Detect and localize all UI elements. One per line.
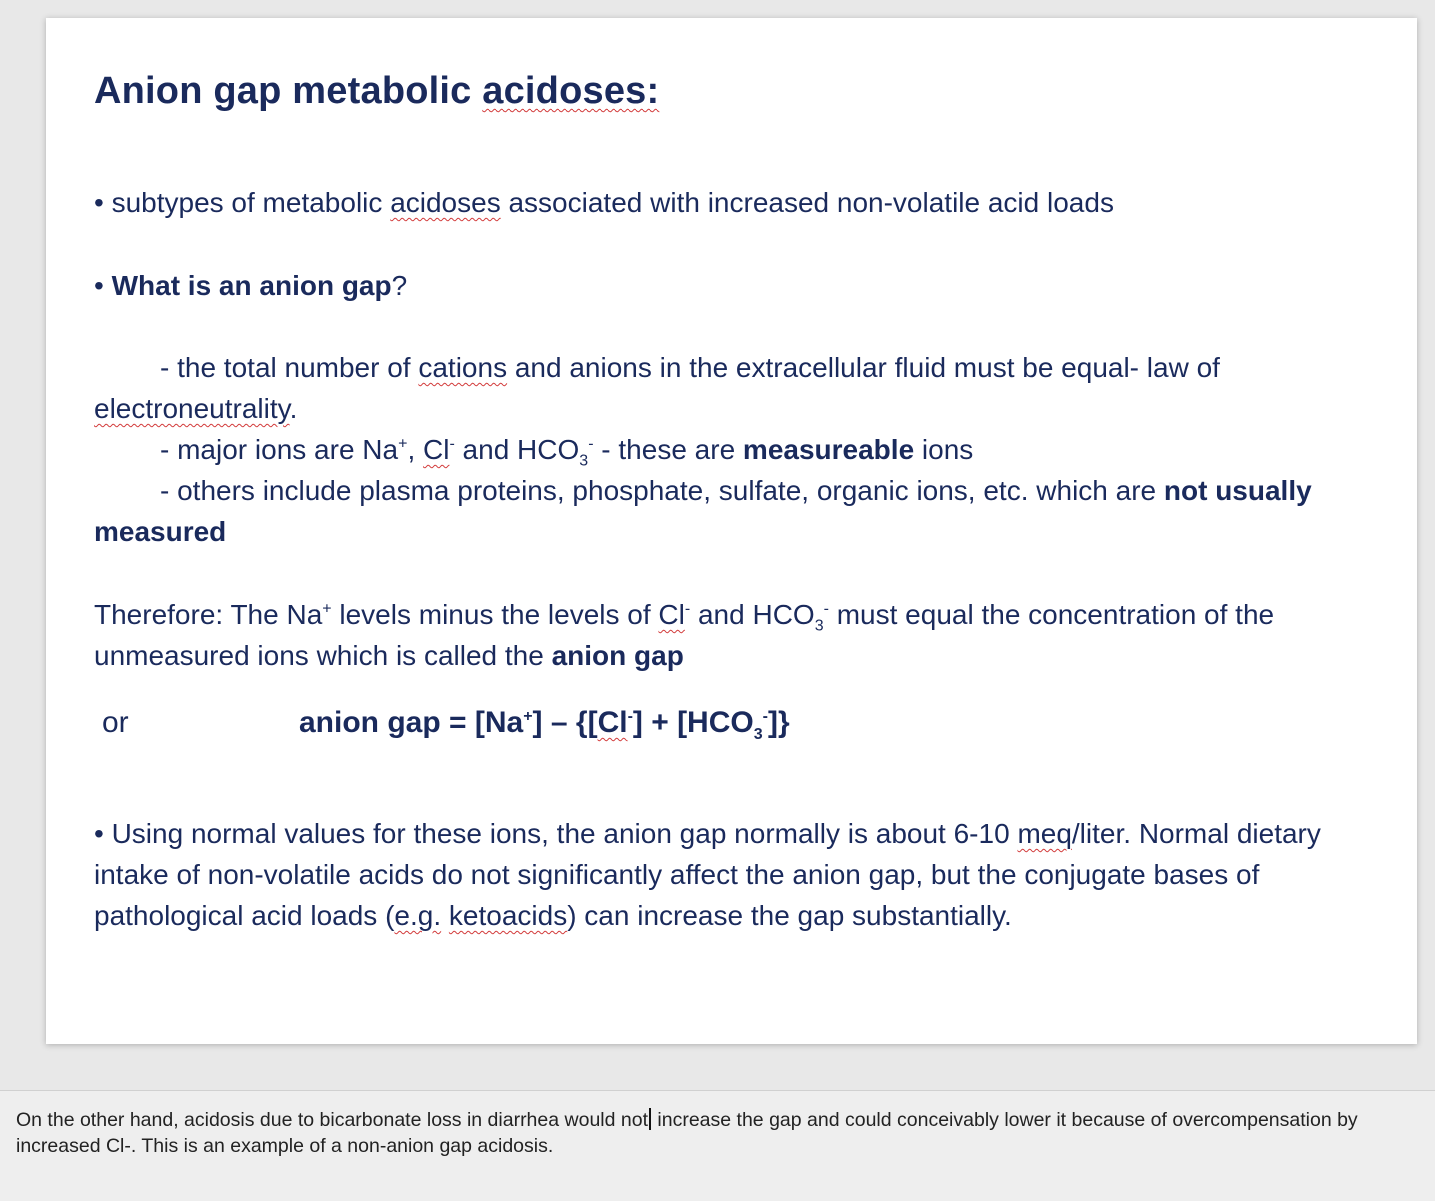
therefore-cl: Cl — [658, 599, 685, 630]
line1-c: . — [289, 393, 298, 424]
line3-bold: not usually measured — [94, 475, 1312, 547]
formula-sub3: 3 — [753, 726, 763, 743]
notes-before-caret: On the other hand, acidosis due to bicarbonate loss in diarrhea would not — [16, 1109, 648, 1131]
bullet3-meq: meq — [1017, 818, 1072, 849]
bullet1-term: acidoses — [390, 187, 501, 218]
bullet-subtypes[interactable] — [94, 182, 1354, 223]
therefore-bold: anion gap — [551, 640, 684, 671]
line1-b: and anions in the extracellular fluid must be equal- law of — [507, 352, 1220, 383]
formula-expression — [299, 706, 790, 743]
text-caret — [649, 1108, 651, 1130]
formula-sup-plus: + — [523, 708, 533, 725]
therefore-sup-minus: - — [684, 600, 691, 618]
line1-a: - the total number of — [160, 352, 419, 383]
bullet3-a: • Using normal values for these ions, the anion gap normally is about 6-10 — [94, 818, 1018, 849]
formula-sup-minus: - — [627, 708, 633, 725]
therefore-d: must equal the concentration of the unmeasured ions which is called the — [94, 599, 1275, 671]
formula-cl: Cl — [597, 706, 628, 739]
therefore-sub3: 3 — [814, 617, 824, 635]
line-electroneutrality[interactable] — [94, 347, 1354, 429]
line3-a: - others include plasma proteins, phosphate, sulfate, organic ions, etc. which are — [160, 475, 1164, 506]
line2-sub3: 3 — [579, 452, 589, 470]
formula-sup-minus2: - — [762, 708, 768, 725]
bullet3-b: /liter. Normal dietary intake of non-volatile acids do not significantly affect the anion gap, but the conjugate bases of pathological acid loads ( — [94, 818, 1321, 931]
formula-d: ]} — [767, 706, 790, 739]
line1-term: cations — [418, 352, 508, 383]
slide-canvas[interactable] — [46, 18, 1417, 1044]
bullet3-eg: e.g. — [394, 900, 442, 931]
bullet2-suffix: ? — [391, 270, 408, 301]
bullet2-bold: What is an anion gap — [111, 270, 392, 301]
line2-bold: measureable — [742, 434, 915, 465]
line-major-ions[interactable] — [94, 429, 1354, 470]
line2-b: , — [407, 434, 423, 465]
bullet3-keto: ketoacids — [448, 900, 568, 931]
speaker-notes-pane[interactable] — [0, 1090, 1435, 1201]
line2-c: and HCO — [454, 434, 580, 465]
line2-sup-minus2: - — [588, 435, 594, 453]
therefore-sup-plus: + — [322, 600, 332, 618]
line2-a: - major ions are Na — [160, 434, 399, 465]
formula-a: anion gap = [Na — [299, 706, 524, 739]
line2-sup-minus: - — [449, 435, 455, 453]
title-spell-word: acidoses: — [482, 70, 660, 112]
line2-cl: Cl — [423, 434, 450, 465]
title-text-a: Anion gap metabolic — [94, 70, 483, 112]
formula-c: ] + [HCO — [632, 706, 754, 739]
speaker-notes-text[interactable] — [16, 1107, 1406, 1159]
formula-b: ] – {[ — [532, 706, 598, 739]
bullet-what-is-gap[interactable] — [94, 265, 1354, 306]
therefore-a: Therefore: The Na — [94, 599, 323, 630]
therefore-sup-minus2: - — [823, 600, 829, 618]
bullet3-d: ) can increase the gap substantially. — [567, 900, 1012, 931]
line1-term2: electroneutrality — [94, 393, 290, 424]
therefore-c: and HCO — [690, 599, 815, 630]
formula-row[interactable] — [102, 706, 790, 743]
bullet-normal-values[interactable] — [94, 813, 1354, 936]
bullet1-prefix: • subtypes of metabolic — [94, 187, 391, 218]
notes-after-caret: increase the gap and could conceivably lower it because of overcompensation by increased Cl-. This is an example of a non-anion gap acidosis. — [16, 1109, 1358, 1157]
paragraph-therefore[interactable] — [94, 594, 1354, 676]
slide-title[interactable] — [94, 70, 659, 113]
bullet1-suffix: associated with increased non-volatile acid loads — [500, 187, 1114, 218]
bullet3-c — [441, 900, 449, 931]
therefore-b: levels minus the levels of — [331, 599, 659, 630]
line2-e: ions — [914, 434, 974, 465]
line2-d: - these are — [593, 434, 743, 465]
formula-or: or — [102, 706, 129, 739]
bullet2-prefix: • — [94, 270, 112, 301]
line-others[interactable] — [94, 470, 1354, 552]
line2-sup-plus: + — [398, 435, 408, 453]
